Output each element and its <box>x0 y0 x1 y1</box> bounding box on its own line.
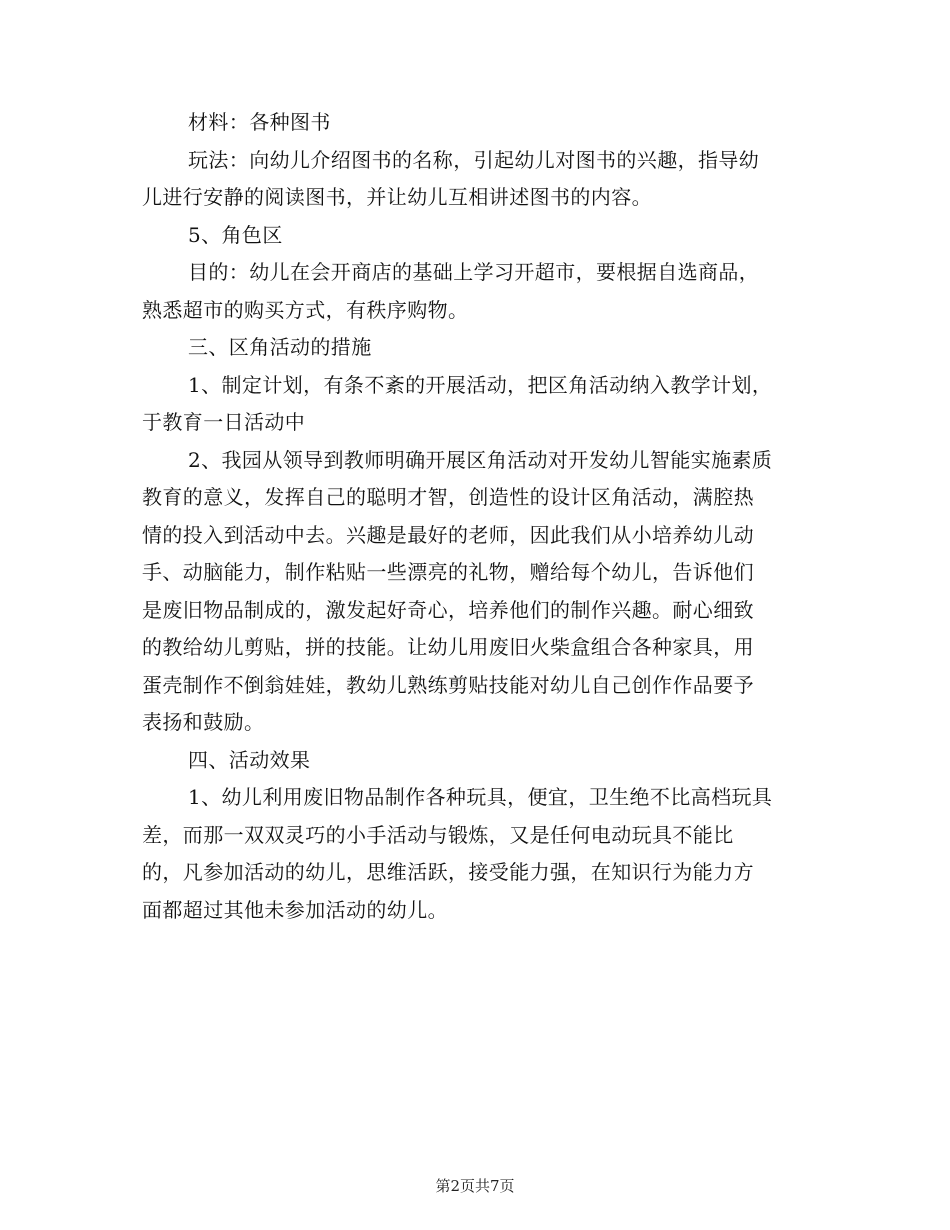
paragraph-play-method: 玩法：向幼儿介绍图书的名称，引起幼儿对图书的兴趣，指导幼 儿进行安静的阅读图书，并让幼儿互相讲述图书的内容。 <box>142 147 760 209</box>
page-number-footer: 第2页共7页 <box>435 1177 515 1195</box>
document-body <box>142 104 810 929</box>
paragraph-measure-2: 2、我园从领导到教师明确开展区角活动对开发幼儿智能实施素质 教育的意义，发挥自己的聪明才智，创造性的设计区角活动，满腔热 情的投入到活动中去。兴趣是最好的老师，因此我们从小培养幼儿动 手、动脑能力，制作粘贴一些漂亮的礼物，赠给每个幼儿，告诉他们 是废旧物品制成的，激发起好奇心，培养他们的制作兴趣。耐心细致 的教给幼儿剪贴，拼的技能。让幼儿用废旧火柴盒组合各种家具，用 蛋壳制作不倒翁娃娃，教幼儿熟练剪贴技能对幼儿自己创作作品要予 表扬和鼓励。 <box>142 447 773 734</box>
paragraph-role-area-heading: 5、角色区 <box>188 222 283 247</box>
paragraph-measure-1: 1、制定计划，有条不紊的开展活动，把区角活动纳入教学计划， 于教育一日活动中 <box>142 372 773 434</box>
paragraph-purpose: 目的：幼儿在会开商店的基础上学习开超市，要根据自选商品， 熟悉超市的购买方式，有秩序购物。 <box>142 260 760 322</box>
paragraph-effect-1: 1、幼儿利用废旧物品制作各种玩具，便宜，卫生绝不比高档玩具 差，而那一双双灵巧的小手活动与锻炼，又是任何电动玩具不能比 的，凡参加活动的幼儿，思维活跃，接受能力强，在知识行为能力方 面都超过其他未参加活动的幼儿。 <box>142 785 773 922</box>
section-heading-effects: 四、活动效果 <box>188 747 311 772</box>
section-heading-measures: 三、区角活动的措施 <box>188 335 372 359</box>
paragraph-materials: 材料：各种图书 <box>188 110 331 134</box>
